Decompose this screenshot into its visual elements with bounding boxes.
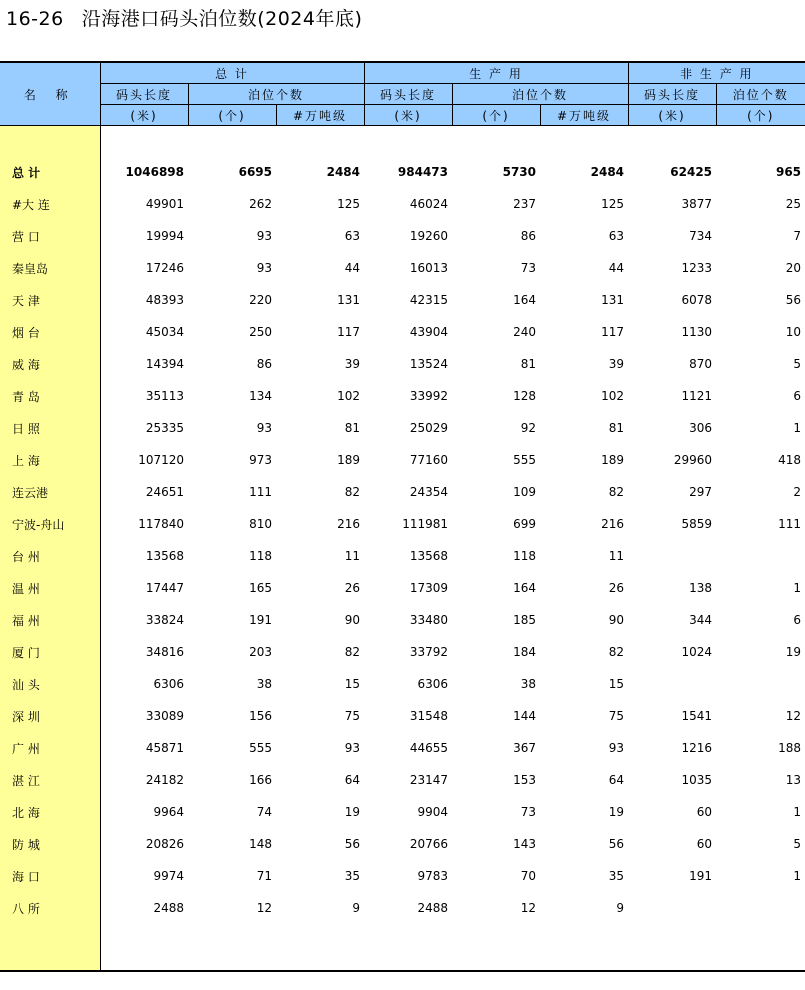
cell-total-length: 25335	[145, 421, 184, 435]
cell-nonprod-length: 138	[689, 581, 713, 595]
cell-prod-berths: 73	[520, 805, 536, 819]
cell-prod-wandun: 82	[608, 645, 625, 659]
cell-total-berths: 165	[249, 581, 272, 595]
cell-prod-length: 111981	[402, 517, 448, 531]
cell-nonprod-berths: 7	[793, 229, 802, 243]
cell-total-length: 17447	[145, 581, 184, 595]
cell-total-length: 34816	[145, 645, 184, 659]
cell-total-wandun: 117	[337, 325, 360, 339]
cell-total-length: 33824	[145, 613, 184, 627]
cell-nonprod-length: 734	[689, 229, 713, 243]
header-unit-ge: (个)	[452, 105, 540, 126]
table-row	[0, 188, 805, 220]
cell-total-berths: 220	[249, 293, 272, 307]
table-row	[0, 892, 805, 924]
cell-prod-length: 16013	[409, 261, 448, 275]
cell-prod-berths: 184	[513, 645, 536, 659]
cell-total-wandun: 82	[344, 645, 360, 659]
cell-prod-length: 17309	[409, 581, 448, 595]
cell-nonprod-length: 1035	[681, 773, 713, 787]
row-name: 广 州	[0, 732, 100, 764]
cell-prod-wandun: 90	[608, 613, 625, 627]
cell-nonprod-length: 62425	[670, 165, 713, 179]
table-body	[0, 126, 805, 972]
header-unit-ge: (个)	[188, 105, 276, 126]
row-name: 天 津	[0, 284, 100, 316]
cell-nonprod-length: 60	[696, 805, 713, 819]
cell-total-length: 6306	[153, 677, 184, 691]
table-row	[0, 444, 805, 476]
cell-total-wandun: 82	[344, 485, 360, 499]
row-name: 北 海	[0, 796, 100, 828]
table-row	[0, 796, 805, 828]
cell-total-wandun: 2484	[326, 165, 360, 179]
cell-prod-length: 6306	[417, 677, 448, 691]
table-row	[0, 572, 805, 604]
cell-nonprod-length: 6078	[681, 293, 713, 307]
cell-nonprod-length	[628, 540, 716, 572]
cell-total-berths: 93	[256, 421, 272, 435]
cell-prod-wandun: 82	[608, 485, 625, 499]
cell-nonprod-length: 1024	[681, 645, 713, 659]
table-row	[0, 316, 805, 348]
header-berths: 泊位个数	[452, 84, 628, 105]
cell-nonprod-berths: 20	[785, 261, 802, 275]
cell-total-wandun: 64	[344, 773, 360, 787]
cell-nonprod-berths: 188	[778, 741, 802, 755]
cell-total-length: 49901	[145, 197, 184, 211]
cell-prod-length: 31548	[409, 709, 448, 723]
cell-nonprod-berths: 13	[785, 773, 802, 787]
cell-prod-wandun: 216	[601, 517, 625, 531]
row-name: 福 州	[0, 604, 100, 636]
row-name: 营 口	[0, 220, 100, 252]
cell-total-wandun: 125	[337, 197, 360, 211]
cell-prod-wandun: 39	[608, 357, 625, 371]
row-name: #大 连	[0, 188, 100, 220]
row-name: 上 海	[0, 444, 100, 476]
header-wharf-length: 码头长度	[100, 84, 188, 105]
cell-nonprod-length: 29960	[673, 453, 713, 467]
cell-prod-berths: 143	[513, 837, 536, 851]
cell-total-berths: 93	[256, 229, 272, 243]
cell-total-berths: 156	[249, 709, 272, 723]
cell-prod-berths: 367	[513, 741, 536, 755]
cell-total-length: 2488	[153, 901, 184, 915]
cell-prod-berths: 240	[513, 325, 536, 339]
table-row	[0, 828, 805, 860]
table-row	[0, 508, 805, 540]
cell-total-length: 33089	[145, 709, 184, 723]
table-number: 16-26	[6, 8, 64, 30]
cell-prod-berths: 38	[520, 677, 536, 691]
cell-total-length: 17246	[145, 261, 184, 275]
row-name: 青 岛	[0, 380, 100, 412]
row-name: 日 照	[0, 412, 100, 444]
cell-total-length: 24651	[145, 485, 184, 499]
cell-nonprod-berths: 1	[793, 805, 802, 819]
cell-prod-berths: 81	[520, 357, 536, 371]
cell-prod-berths: 699	[513, 517, 536, 531]
cell-total-wandun: 63	[344, 229, 360, 243]
cell-nonprod-berths: 965	[775, 165, 802, 179]
cell-prod-berths: 5730	[502, 165, 536, 179]
header-wan-dun: #万吨级	[540, 105, 628, 126]
cell-nonprod-length: 1233	[681, 261, 713, 275]
header-unit-m: (米)	[100, 105, 188, 126]
cell-prod-length: 984473	[397, 165, 448, 179]
row-name: 连云港	[0, 476, 100, 508]
cell-total-wandun: 9	[352, 901, 360, 915]
berth-table	[0, 61, 805, 972]
cell-total-berths: 203	[249, 645, 272, 659]
cell-prod-wandun: 189	[601, 453, 625, 467]
cell-prod-wandun: 131	[601, 293, 625, 307]
cell-nonprod-length: 1541	[681, 709, 713, 723]
cell-nonprod-berths: 1	[793, 869, 802, 883]
cell-prod-wandun: 15	[608, 677, 625, 691]
row-name: 宁波-舟山	[0, 508, 100, 540]
cell-prod-wandun: 102	[601, 389, 625, 403]
header-wharf-length: 码头长度	[364, 84, 452, 105]
cell-prod-berths: 109	[513, 485, 536, 499]
row-name: 威 海	[0, 348, 100, 380]
cell-nonprod-berths	[716, 892, 805, 924]
cell-prod-length: 33992	[409, 389, 448, 403]
header-berths: 泊位个数	[716, 84, 805, 105]
row-name: 湛 江	[0, 764, 100, 796]
header-wharf-length: 码头长度	[628, 84, 716, 105]
table-row	[0, 348, 805, 380]
cell-nonprod-length: 1216	[681, 741, 713, 755]
cell-prod-length: 13568	[409, 549, 448, 563]
table-row	[0, 412, 805, 444]
cell-nonprod-berths: 2	[793, 485, 802, 499]
header-group-total: 总 计	[100, 62, 364, 84]
cell-nonprod-berths: 10	[785, 325, 802, 339]
table-title: 沿海港口码头泊位数(2024年底)	[81, 8, 363, 30]
row-name: 秦皇岛	[0, 252, 100, 284]
cell-total-wandun: 216	[337, 517, 360, 531]
cell-total-wandun: 102	[337, 389, 360, 403]
cell-prod-length: 2488	[417, 901, 448, 915]
cell-prod-length: 9783	[417, 869, 448, 883]
cell-prod-wandun: 81	[608, 421, 625, 435]
cell-total-length: 45871	[145, 741, 184, 755]
cell-total-wandun: 39	[344, 357, 360, 371]
cell-total-length: 13568	[145, 549, 184, 563]
row-name: 海 口	[0, 860, 100, 892]
cell-prod-wandun: 11	[608, 549, 625, 563]
cell-nonprod-length	[628, 668, 716, 700]
cell-total-wandun: 35	[344, 869, 360, 883]
row-name: 八 所	[0, 892, 100, 924]
table-row	[0, 380, 805, 412]
cell-prod-berths: 237	[513, 197, 536, 211]
cell-prod-berths: 70	[520, 869, 536, 883]
cell-prod-length: 23147	[409, 773, 448, 787]
cell-total-wandun: 26	[344, 581, 360, 595]
cell-nonprod-berths: 6	[793, 613, 802, 627]
cell-prod-wandun: 56	[608, 837, 625, 851]
page-title	[6, 4, 362, 31]
cell-prod-length: 43904	[409, 325, 448, 339]
cell-prod-length: 25029	[409, 421, 448, 435]
cell-prod-wandun: 63	[608, 229, 625, 243]
cell-total-wandun: 11	[344, 549, 360, 563]
cell-nonprod-berths: 19	[785, 645, 802, 659]
row-name: 深 圳	[0, 700, 100, 732]
cell-total-wandun: 75	[344, 709, 360, 723]
cell-nonprod-berths	[716, 668, 805, 700]
row-name: 烟 台	[0, 316, 100, 348]
bottom-spacer-row	[0, 924, 805, 971]
cell-prod-berths: 128	[513, 389, 536, 403]
cell-nonprod-length	[628, 892, 716, 924]
spacer-row	[0, 126, 805, 157]
cell-prod-length: 33792	[409, 645, 448, 659]
table-row	[0, 604, 805, 636]
row-name: 总 计	[0, 156, 100, 188]
cell-prod-wandun: 19	[608, 805, 625, 819]
cell-total-berths: 111	[249, 485, 272, 499]
cell-total-length: 19994	[145, 229, 184, 243]
total-row	[0, 156, 805, 188]
cell-nonprod-berths: 418	[778, 453, 802, 467]
cell-total-length: 35113	[145, 389, 184, 403]
cell-total-berths: 134	[249, 389, 272, 403]
cell-total-wandun: 81	[344, 421, 360, 435]
cell-prod-length: 42315	[409, 293, 448, 307]
row-name: 温 州	[0, 572, 100, 604]
cell-total-berths: 191	[249, 613, 272, 627]
cell-prod-berths: 164	[513, 293, 536, 307]
cell-nonprod-berths: 5	[793, 837, 802, 851]
header-wan-dun: #万吨级	[276, 105, 364, 126]
header-group-nonproduction: 非 生 产 用	[628, 62, 805, 84]
cell-total-wandun: 44	[344, 261, 360, 275]
cell-prod-length: 46024	[409, 197, 448, 211]
cell-total-length: 1046898	[125, 165, 184, 179]
cell-prod-berths: 153	[513, 773, 536, 787]
cell-total-berths: 148	[249, 837, 272, 851]
table-row	[0, 220, 805, 252]
cell-nonprod-berths: 5	[793, 357, 802, 371]
cell-prod-berths: 73	[520, 261, 536, 275]
header-berths: 泊位个数	[188, 84, 364, 105]
cell-nonprod-berths: 111	[778, 517, 802, 531]
cell-total-berths: 74	[256, 805, 272, 819]
cell-nonprod-length: 306	[689, 421, 713, 435]
cell-nonprod-berths	[716, 540, 805, 572]
table-row	[0, 636, 805, 668]
cell-total-berths: 93	[256, 261, 272, 275]
cell-nonprod-berths: 1	[793, 421, 802, 435]
table-row	[0, 476, 805, 508]
cell-total-length: 24182	[145, 773, 184, 787]
cell-prod-berths: 118	[513, 549, 536, 563]
header-unit-ge: (个)	[716, 105, 805, 126]
cell-total-wandun: 15	[344, 677, 360, 691]
cell-total-wandun: 189	[337, 453, 360, 467]
header-name: 名 称	[0, 62, 100, 126]
cell-total-wandun: 90	[344, 613, 360, 627]
cell-prod-wandun: 93	[608, 741, 625, 755]
cell-total-length: 14394	[145, 357, 184, 371]
cell-nonprod-length: 1130	[681, 325, 713, 339]
cell-prod-length: 77160	[409, 453, 448, 467]
cell-total-berths: 810	[249, 517, 272, 531]
cell-nonprod-length: 1121	[681, 389, 713, 403]
cell-total-berths: 118	[249, 549, 272, 563]
cell-total-length: 48393	[145, 293, 184, 307]
row-name: 防 城	[0, 828, 100, 860]
cell-nonprod-berths: 6	[793, 389, 802, 403]
cell-prod-berths: 12	[520, 901, 536, 915]
cell-total-berths: 71	[256, 869, 272, 883]
cell-total-berths: 166	[249, 773, 272, 787]
cell-prod-berths: 86	[520, 229, 536, 243]
cell-prod-wandun: 125	[601, 197, 625, 211]
cell-prod-length: 13524	[409, 357, 448, 371]
cell-prod-berths: 185	[513, 613, 536, 627]
cell-nonprod-length: 297	[689, 485, 713, 499]
table-row	[0, 860, 805, 892]
row-name: 厦 门	[0, 636, 100, 668]
cell-total-length: 45034	[145, 325, 184, 339]
cell-prod-wandun: 75	[608, 709, 625, 723]
table-row	[0, 284, 805, 316]
cell-prod-length: 9904	[417, 805, 448, 819]
cell-prod-berths: 164	[513, 581, 536, 595]
cell-prod-wandun: 64	[608, 773, 625, 787]
cell-total-berths: 38	[256, 677, 272, 691]
cell-nonprod-length: 60	[696, 837, 713, 851]
header-group-production: 生 产 用	[364, 62, 628, 84]
cell-total-berths: 555	[249, 741, 272, 755]
cell-total-length: 107120	[138, 453, 184, 467]
cell-total-wandun: 19	[344, 805, 360, 819]
table-row	[0, 252, 805, 284]
cell-prod-wandun: 44	[608, 261, 625, 275]
cell-nonprod-length: 3877	[681, 197, 713, 211]
table-row	[0, 668, 805, 700]
cell-prod-wandun: 9	[616, 901, 625, 915]
cell-prod-berths: 555	[513, 453, 536, 467]
cell-total-length: 117840	[138, 517, 184, 531]
cell-prod-length: 20766	[409, 837, 448, 851]
cell-prod-length: 19260	[409, 229, 448, 243]
cell-nonprod-length: 5859	[681, 517, 713, 531]
cell-total-wandun: 131	[337, 293, 360, 307]
header-unit-m: (米)	[364, 105, 452, 126]
row-name: 汕 头	[0, 668, 100, 700]
cell-nonprod-berths: 12	[785, 709, 802, 723]
table-row	[0, 700, 805, 732]
table-row	[0, 764, 805, 796]
table-row	[0, 732, 805, 764]
cell-prod-berths: 92	[520, 421, 536, 435]
cell-prod-wandun: 2484	[590, 165, 625, 179]
cell-prod-length: 24354	[409, 485, 448, 499]
cell-total-berths: 262	[249, 197, 272, 211]
cell-total-berths: 12	[256, 901, 272, 915]
cell-total-length: 9964	[153, 805, 184, 819]
cell-total-berths: 973	[249, 453, 272, 467]
cell-prod-berths: 144	[513, 709, 536, 723]
cell-total-wandun: 56	[344, 837, 360, 851]
cell-prod-wandun: 26	[608, 581, 625, 595]
cell-nonprod-length: 870	[689, 357, 713, 371]
cell-nonprod-berths: 56	[785, 293, 802, 307]
cell-total-length: 9974	[153, 869, 184, 883]
cell-total-length: 20826	[145, 837, 184, 851]
cell-total-berths: 250	[249, 325, 272, 339]
cell-total-berths: 86	[256, 357, 272, 371]
cell-prod-length: 44655	[409, 741, 448, 755]
cell-total-wandun: 93	[344, 741, 360, 755]
cell-prod-wandun: 35	[608, 869, 625, 883]
table-row	[0, 540, 805, 572]
cell-nonprod-berths: 25	[785, 197, 802, 211]
cell-total-berths: 6695	[238, 165, 272, 179]
cell-nonprod-length: 191	[689, 869, 713, 883]
cell-prod-length: 33480	[409, 613, 448, 627]
header-unit-m: (米)	[628, 105, 716, 126]
cell-prod-wandun: 117	[601, 325, 625, 339]
cell-nonprod-berths: 1	[793, 581, 802, 595]
row-name: 台 州	[0, 540, 100, 572]
cell-nonprod-length: 344	[689, 613, 713, 627]
